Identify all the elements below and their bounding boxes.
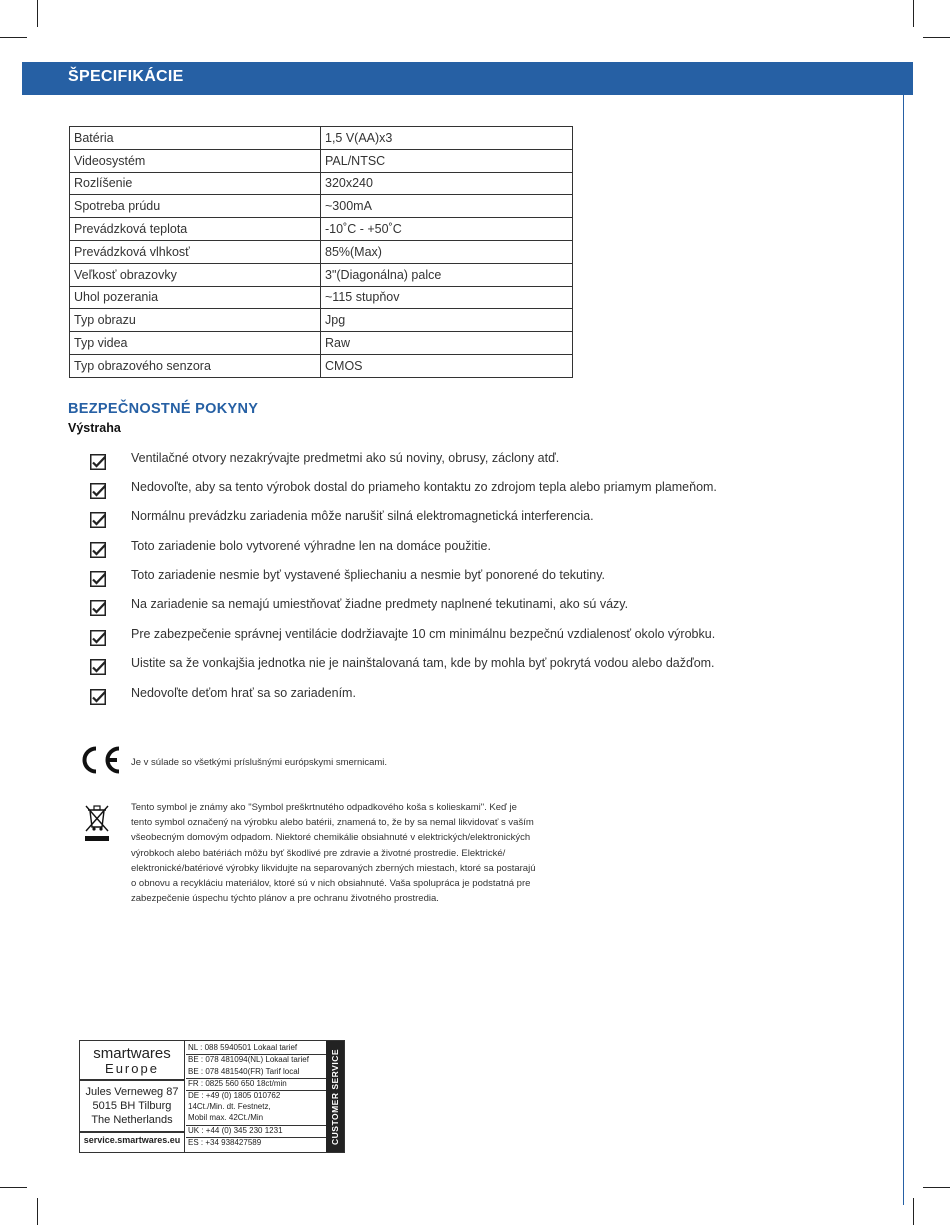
- crop-mark: [37, 1198, 38, 1225]
- ce-compliance-text: Je v súlade so všetkými príslušnými európskymi smernicami.: [131, 757, 388, 768]
- crossed-bin-icon: [83, 801, 111, 843]
- warning-text: Normálnu prevádzku zariadenia môže narušiť silná elektromagnetická interferencia.: [131, 509, 594, 523]
- crop-mark: [923, 37, 950, 38]
- table-row: [70, 240, 573, 263]
- phone-line: BE : 078 481540(FR) Tarif local: [188, 1067, 300, 1076]
- weee-line: zabezpečenie úspechu týchto plánov a pre ochranu životného prostredia.: [131, 893, 439, 905]
- phone-line: NL : 088 5940501 Lokaal tarief: [188, 1043, 298, 1052]
- spec-key: Typ obrazového senzora: [70, 354, 321, 377]
- brand-subtitle: Europe: [105, 1061, 159, 1076]
- warning-text: Toto zariadenie nesmie byť vystavené špliechaniu a nesmie byť ponorené do tekutiny.: [131, 568, 606, 582]
- customer-service-box: [79, 1040, 345, 1153]
- divider: [80, 1131, 184, 1133]
- spec-value: 320x240: [321, 172, 573, 195]
- warning-text: Nedovoľte, aby sa tento výrobok dostal do priameho kontaktu zo zdrojom tepla alebo priamym plameňom.: [131, 480, 717, 494]
- crop-mark: [923, 1187, 950, 1188]
- phone-line: 14Ct./Min. dt. Festnetz,: [188, 1102, 271, 1111]
- spec-key: Veľkosť obrazovky: [70, 263, 321, 286]
- spec-key: Rozlíšenie: [70, 172, 321, 195]
- spec-value: 3"(Diagonálna) palce: [321, 263, 573, 286]
- divider: [80, 1079, 184, 1081]
- warning-text: Uistite sa že vonkajšia jednotka nie je nainštalovaná tam, kde by mohla byť pokrytá vodou alebo dažďom.: [131, 656, 715, 670]
- checkbox-icon: [90, 600, 106, 616]
- phone-line: ES : +34 938427589: [188, 1138, 262, 1147]
- checkbox-icon: [90, 454, 106, 470]
- warning-text: Toto zariadenie bolo vytvorené výhradne len na domáce použitie.: [131, 539, 491, 553]
- warning-text: Nedovoľte deťom hrať sa so zariadením.: [131, 686, 356, 700]
- phone-list: [186, 1041, 326, 1152]
- band-label: CUSTOMER SERVICE: [330, 1048, 340, 1145]
- weee-line: tento symbol označený na výrobku alebo batérii, znamená to, že by sa nemal likvidovať s vaším: [131, 817, 534, 829]
- phone-line: UK : +44 (0) 345 230 1231: [188, 1126, 283, 1135]
- address-line: Jules Verneweg 87: [85, 1086, 179, 1098]
- warning-text: Pre zabezpečenie správnej ventilácie dodržiavajte 10 cm minimálnu bezpečnú vzdialenosť okolo výrobku.: [131, 627, 716, 641]
- address-line: The Netherlands: [91, 1114, 173, 1126]
- spec-value: ~300mA: [321, 195, 573, 218]
- weee-line: elektronické/batériové výrobky likvidujte na separovaných zberných miestach, ktoré sa postarajú: [131, 862, 536, 874]
- address-block: [80, 1085, 184, 1127]
- spec-value: 85%(Max): [321, 240, 573, 263]
- table-row: [70, 354, 573, 377]
- weee-notice: [131, 800, 601, 906]
- table-row: [70, 309, 573, 332]
- table-row: [70, 149, 573, 172]
- safety-title: BEZPEČNOSTNÉ POKYNY: [68, 401, 259, 417]
- table-row: [70, 127, 573, 150]
- spec-key: Prevádzková vlhkosť: [70, 240, 321, 263]
- crop-mark: [37, 0, 38, 27]
- phone-line: DE : +49 (0) 1805 010762: [188, 1091, 281, 1100]
- checkbox-icon: [90, 542, 106, 558]
- table-row: [70, 172, 573, 195]
- safety-subtitle: Výstraha: [68, 421, 121, 435]
- brand-logo: smartwares: [93, 1045, 171, 1062]
- crop-mark: [0, 1187, 27, 1188]
- section-title: ŠPECIFIKÁCIE: [68, 68, 184, 85]
- spec-key: Typ obrazu: [70, 309, 321, 332]
- checkbox-icon: [90, 689, 106, 705]
- table-row: [70, 286, 573, 309]
- checkbox-icon: [90, 571, 106, 587]
- phone-line: Mobil max. 42Ct./Min: [188, 1113, 264, 1122]
- crop-mark: [913, 0, 914, 27]
- spec-key: Batéria: [70, 127, 321, 150]
- spec-value: -10˚C - +50˚C: [321, 218, 573, 241]
- spec-table: [69, 126, 573, 378]
- spec-key: Prevádzková teplota: [70, 218, 321, 241]
- table-row: [70, 218, 573, 241]
- spec-key: Spotreba prúdu: [70, 195, 321, 218]
- spec-value: Jpg: [321, 309, 573, 332]
- checkbox-icon: [90, 659, 106, 675]
- crop-mark: [0, 37, 27, 38]
- phone-line: BE : 078 481094(NL) Lokaal tarief: [188, 1055, 309, 1064]
- ce-mark-icon: [78, 744, 122, 776]
- spec-key: Uhol pozerania: [70, 286, 321, 309]
- spec-key: Typ videa: [70, 332, 321, 355]
- phone-line: FR : 0825 560 650 18ct/min: [188, 1079, 287, 1088]
- right-margin-rule: [903, 95, 904, 1205]
- customer-service-band: [326, 1041, 344, 1152]
- weee-line: výrobkoch alebo batériách môžu byť škodlivé pre zdravie a životné prostredie. Elektrické/: [131, 847, 506, 859]
- service-address-panel: [80, 1041, 185, 1152]
- crop-mark: [913, 1198, 914, 1225]
- table-row: [70, 332, 573, 355]
- spec-value: 1,5 V(AA)x3: [321, 127, 573, 150]
- checkbox-icon: [90, 512, 106, 528]
- address-line: 5015 BH Tilburg: [92, 1100, 172, 1112]
- section-header-bar: [22, 62, 913, 95]
- checkbox-icon: [90, 483, 106, 499]
- spec-key: Videosystém: [70, 149, 321, 172]
- weee-line: všeobecným domovým odpadom. Niektoré chemikálie obsiahnuté v elektrických/elektronických: [131, 832, 531, 844]
- spec-value: PAL/NTSC: [321, 149, 573, 172]
- table-row: [70, 263, 573, 286]
- spec-value: CMOS: [321, 354, 573, 377]
- spec-value: Raw: [321, 332, 573, 355]
- table-row: [70, 195, 573, 218]
- service-website: service.smartwares.eu: [83, 1135, 181, 1145]
- warning-text: Ventilačné otvory nezakrývajte predmetmi ako sú noviny, obrusy, záclony atď.: [131, 451, 560, 465]
- checkbox-icon: [90, 630, 106, 646]
- weee-line: o obnovu a recykláciu materiálov, ktoré sú v nich obsiahnuté. Vaša spolupráca je podstatná pre: [131, 878, 531, 890]
- warning-text: Na zariadenie sa nemajú umiestňovať žiadne predmety naplnené tekutinami, ako sú vázy.: [131, 597, 629, 611]
- weee-line: Tento symbol je známy ako "Symbol preškrtnutého odpadkového koša s kolieskami". Keď je: [131, 802, 517, 813]
- spec-value: ~115 stupňov: [321, 286, 573, 309]
